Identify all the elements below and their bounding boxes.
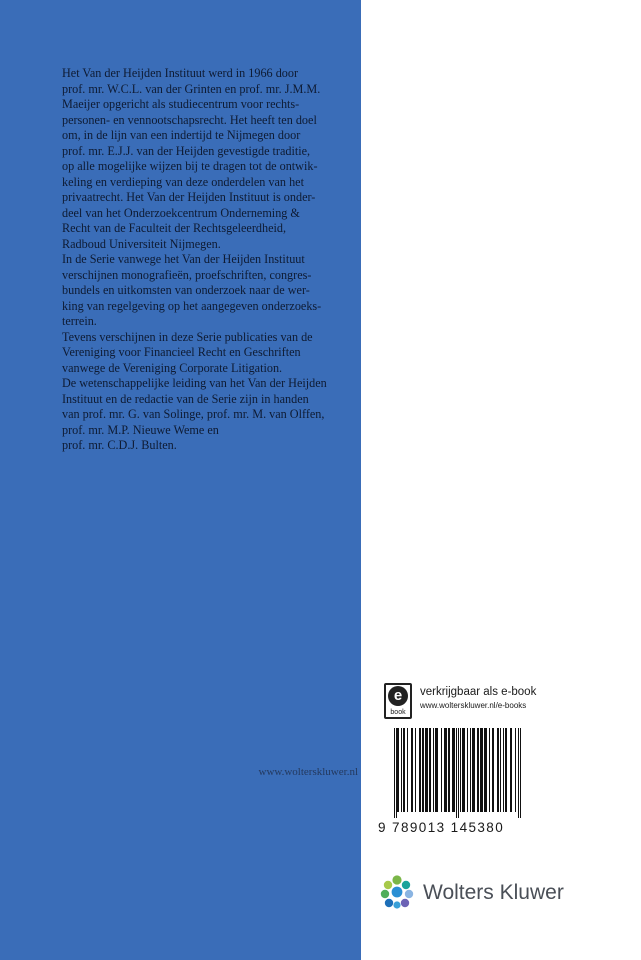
barcode-bar [492,728,494,812]
description-line: prof. mr. M.P. Nieuwe Weme en [62,422,219,437]
barcode-bar [452,728,455,812]
description-line: Maeijer opgericht als studiecentrum voor rechts- [62,97,300,111]
barcode-bar [458,728,459,818]
wolters-kluwer-logo-icon [379,874,415,910]
description-line: Het Van der Heijden Instituut werd in 1966 door [62,66,299,80]
ebook-logo-text: book [390,709,406,716]
barcode-bar [433,728,434,812]
description-line: deel van het Onderzoekcentrum Onderneming & [62,205,300,220]
description-line: verschijnen monografieën, proefschriften, congres- [62,267,312,282]
description-line: Vereniging voor Financieel Recht en Geschriften [62,345,301,359]
description-line: om, in de lijn van een indertijd te Nijmegen door [62,128,301,142]
description-line: Instituut en de redactie van de Serie zijn in handen [62,391,309,406]
description-line: vanwege de Vereniging Corporate Litigation. [62,360,283,375]
description-line: In de Serie vanwege het Van der Heijden Instituut [62,252,305,266]
barcode-bar [489,728,490,812]
description-line: terrein. [62,314,97,328]
description-line: keling en verdieping van deze onderdelen van het [62,174,304,189]
description-line: Tevens verschijnen in deze Serie publicaties van de [62,329,313,344]
barcode-bar [472,728,475,812]
barcode-bar [441,728,442,812]
barcode-bar [477,728,479,812]
description-line: bundels en uitkomsten van onderzoek naar de wer- [62,283,310,297]
barcode-bar [505,728,507,812]
publisher-website: www.wolterskluwer.nl [258,766,358,778]
description-line: prof. mr. C.D.J. Bulten. [62,438,177,452]
barcode-bar [448,728,450,812]
description-line: king van regelgeving op het aangegeven onderzoeks- [62,298,322,313]
publisher-name: Wolters Kluwer [423,881,564,904]
description-line: prof. mr. W.C.L. van der Grinten en prof. mr. J.M.M. [62,81,321,96]
description-line: privaatrecht. Het Van der Heijden Instituut is onder- [62,190,316,204]
barcode-bar [415,728,416,812]
ebook-title: verkrijgbaar als e-book [420,686,537,698]
barcode-bars [394,728,522,818]
barcode-bar [425,728,428,812]
barcode-bar [422,728,424,812]
description-line: Recht van de Faculteit der Rechtsgeleerdheid, [62,221,287,235]
barcode-bar [503,728,504,812]
barcode-digits: 9 789013 145380 [378,820,505,835]
publisher-brand [379,874,619,914]
series-description [62,66,348,454]
barcode-bar [520,728,521,818]
barcode-bar [500,728,501,812]
barcode-bar [397,728,399,812]
barcode-bar [444,728,447,812]
barcode-bar [456,728,457,818]
ebook-notice [384,683,624,723]
description-line: van prof. mr. G. van Solinge, prof. mr. M. van Olffen, [62,407,325,421]
barcode-bar [462,728,465,812]
barcode-bar [470,728,471,812]
ebook-icon [384,683,412,719]
barcode-bar [480,728,483,812]
barcode-bar [467,728,468,812]
barcode-bar [411,728,413,812]
barcode-bar [429,728,431,812]
description-line: prof. mr. E.J.J. van der Heijden gevestigde traditie, [62,143,311,158]
description-line: personen- en vennootschapsrecht. Het heeft ten doel [62,112,317,127]
description-line: De wetenschappelijke leiding van het Van der Heijden [62,376,327,390]
barcode-bar [419,728,421,812]
barcode-bar [401,728,402,812]
ebook-url: www.wolterskluwer.nl/e-books [420,701,527,710]
description-line: Radboud Universiteit Nijmegen. [62,236,221,251]
barcode-bar [460,728,461,812]
barcode-bar [394,728,395,818]
barcode-bar [518,728,519,818]
barcode-bar [515,728,516,812]
description-line: op alle mogelijke wijzen bij te dragen tot de ontwik- [62,159,318,173]
barcode-bar [484,728,487,812]
barcode-bar [403,728,405,812]
ebook-logo-letter: e [388,686,408,706]
barcode-bar [497,728,499,812]
isbn-barcode [378,728,528,838]
barcode-bar [510,728,512,812]
barcode-bar [396,728,397,818]
barcode-bar [407,728,408,812]
barcode-bar [435,728,438,812]
